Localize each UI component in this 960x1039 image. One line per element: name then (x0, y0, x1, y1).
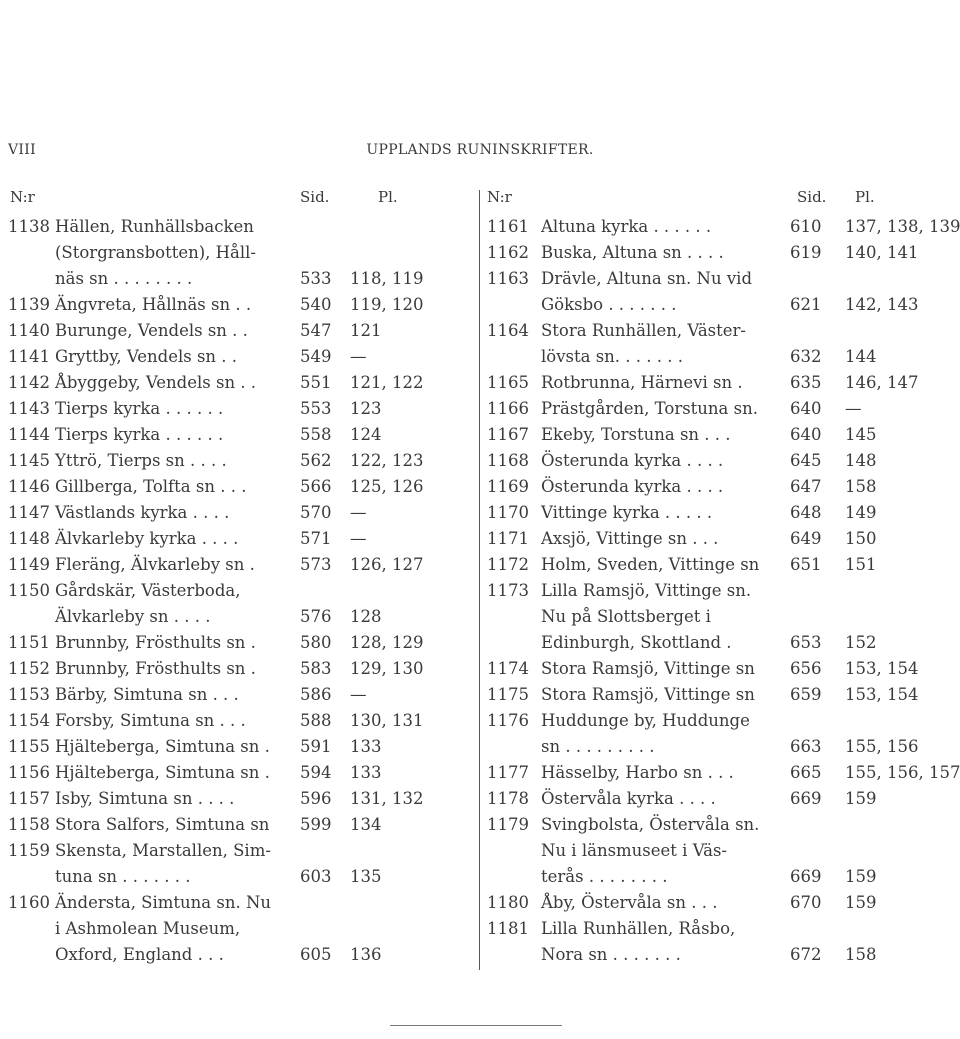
entry-num: 1162 (487, 243, 529, 262)
entry-text: Hjälteberga, Simtuna sn . (55, 737, 270, 756)
entry-sid: 672 (790, 945, 822, 964)
entry-num: 1175 (487, 685, 529, 704)
entry-pl: 155, 156, 157 (845, 763, 960, 782)
entry-pl: 148 (845, 451, 877, 470)
index-entry (8, 916, 468, 942)
index-entry (487, 344, 959, 370)
entry-pl: 152 (845, 633, 877, 652)
entry-sid: 586 (300, 685, 332, 704)
index-entry (487, 266, 959, 292)
entry-text: näs sn . . . . . . . . (55, 269, 193, 288)
index-entry (487, 370, 959, 396)
entry-sid: 566 (300, 477, 332, 496)
index-entry (8, 604, 468, 630)
entry-sid: 640 (790, 425, 822, 444)
entry-pl: 129, 130 (350, 659, 424, 678)
entry-text: Yttrö, Tierps sn . . . . (55, 451, 227, 470)
index-entry (487, 474, 959, 500)
entry-text: Österunda kyrka . . . . (541, 477, 724, 496)
index-entry (8, 474, 468, 500)
index-list-left (8, 214, 468, 968)
entry-pl: 150 (845, 529, 877, 548)
index-entry (8, 422, 468, 448)
entry-sid: 551 (300, 373, 332, 392)
entry-text: lövsta sn. . . . . . . (541, 347, 683, 366)
entry-text: Vittinge kyrka . . . . . (541, 503, 713, 522)
entry-num: 1179 (487, 815, 529, 834)
entry-sid: 640 (790, 399, 822, 418)
entry-text: Tierps kyrka . . . . . . (55, 399, 224, 418)
entry-sid: 635 (790, 373, 822, 392)
running-head (8, 142, 952, 164)
entry-text: Gårdskär, Västerboda, (55, 581, 241, 600)
index-entry (487, 760, 959, 786)
entry-text: Göksbo . . . . . . . (541, 295, 677, 314)
entry-sid: 558 (300, 425, 332, 444)
index-entry (487, 604, 959, 630)
entry-sid: 669 (790, 867, 822, 886)
entry-text: Burunge, Vendels sn . . (55, 321, 248, 340)
entry-pl: 153, 154 (845, 685, 919, 704)
entry-text: Gryttby, Vendels sn . . (55, 347, 238, 366)
index-entry (8, 812, 468, 838)
entry-num: 1152 (8, 659, 50, 678)
column-divider (479, 190, 480, 970)
entry-text: Altuna kyrka . . . . . . (541, 217, 712, 236)
entry-text: Stora Ramsjö, Vittinge sn (541, 685, 755, 704)
entry-sid: 605 (300, 945, 332, 964)
entry-text: Gillberga, Tolfta sn . . . (55, 477, 247, 496)
entry-text: Lilla Ramsjö, Vittinge sn. (541, 581, 752, 600)
entry-num: 1143 (8, 399, 50, 418)
index-entry (8, 838, 468, 864)
entry-pl: 159 (845, 867, 877, 886)
entry-pl: 126, 127 (350, 555, 424, 574)
entry-sid: 669 (790, 789, 822, 808)
header-nr: N:r (487, 188, 512, 206)
entry-text: Ändersta, Simtuna sn. Nu (55, 893, 272, 912)
index-entry (8, 214, 468, 240)
entry-num: 1157 (8, 789, 50, 808)
entry-num: 1171 (487, 529, 529, 548)
entry-sid: 570 (300, 503, 332, 522)
entry-text: Hällen, Runhällsbacken (55, 217, 254, 236)
header-pl: Pl. (378, 188, 398, 206)
header-sid: Sid. (797, 188, 827, 206)
entry-sid: 648 (790, 503, 822, 522)
entry-pl: 134 (350, 815, 382, 834)
index-entry (487, 630, 959, 656)
entry-pl: 137, 138, 139 (845, 217, 960, 236)
header-sid: Sid. (300, 188, 330, 206)
index-entry (8, 656, 468, 682)
entry-text: Edinburgh, Skottland . (541, 633, 732, 652)
page-title: UPPLANDS RUNINSKRIFTER. (366, 142, 594, 158)
entry-text: Östervåla kyrka . . . . (541, 789, 716, 808)
entry-num: 1170 (487, 503, 529, 522)
entry-num: 1148 (8, 529, 50, 548)
entry-pl: 131, 132 (350, 789, 424, 808)
column-header (487, 188, 959, 214)
entry-sid: 533 (300, 269, 332, 288)
index-entry (8, 682, 468, 708)
index-entry (8, 500, 468, 526)
index-entry (8, 370, 468, 396)
index-entry (487, 552, 959, 578)
entry-pl: 142, 143 (845, 295, 919, 314)
entry-sid: 619 (790, 243, 822, 262)
index-entry (8, 942, 468, 968)
entry-sid: 651 (790, 555, 822, 574)
entry-sid: 649 (790, 529, 822, 548)
entry-sid: 610 (790, 217, 822, 236)
index-entry (487, 656, 959, 682)
index-entry (487, 214, 959, 240)
entry-text: Oxford, England . . . (55, 945, 224, 964)
entry-sid: 659 (790, 685, 822, 704)
index-entry (487, 812, 959, 838)
entry-sid: 665 (790, 763, 822, 782)
entry-text: Stora Ramsjö, Vittinge sn (541, 659, 755, 678)
entry-sid: 571 (300, 529, 332, 548)
entry-pl: 158 (845, 945, 877, 964)
index-entry (8, 630, 468, 656)
entry-sid: 670 (790, 893, 822, 912)
entry-num: 1165 (487, 373, 529, 392)
entry-num: 1166 (487, 399, 529, 418)
entry-num: 1164 (487, 321, 529, 340)
index-entry (487, 318, 959, 344)
index-entry (487, 786, 959, 812)
entry-text: Rotbrunna, Härnevi sn . (541, 373, 743, 392)
entry-sid: 576 (300, 607, 332, 626)
index-entry (487, 838, 959, 864)
index-column-left (8, 188, 468, 968)
entry-pl: 155, 156 (845, 737, 919, 756)
entry-pl: — (845, 399, 862, 418)
entry-sid: 540 (300, 295, 332, 314)
entry-pl: 153, 154 (845, 659, 919, 678)
entry-sid: 656 (790, 659, 822, 678)
entry-num: 1149 (8, 555, 50, 574)
index-entry (8, 552, 468, 578)
index-entry (8, 318, 468, 344)
entry-pl: 133 (350, 737, 382, 756)
entry-text: Nu på Slottsberget i (541, 607, 711, 626)
entry-pl: 140, 141 (845, 243, 919, 262)
entry-sid: 663 (790, 737, 822, 756)
index-entry (487, 396, 959, 422)
entry-text: Ekeby, Torstuna sn . . . (541, 425, 731, 444)
index-entry (487, 448, 959, 474)
entry-sid: 647 (790, 477, 822, 496)
entry-text: Tierps kyrka . . . . . . (55, 425, 224, 444)
entry-text: Hjälteberga, Simtuna sn . (55, 763, 270, 782)
index-entry (8, 526, 468, 552)
index-entry (487, 942, 959, 968)
entry-text: Fleräng, Älvkarleby sn . (55, 555, 255, 574)
entry-text: Prästgården, Torstuna sn. (541, 399, 758, 418)
index-entry (487, 864, 959, 890)
index-entry (8, 890, 468, 916)
entry-text: (Storgransbotten), Håll- (55, 243, 257, 262)
entry-sid: 583 (300, 659, 332, 678)
entry-num: 1174 (487, 659, 529, 678)
entry-text: Holm, Sveden, Vittinge sn (541, 555, 760, 574)
entry-pl: 130, 131 (350, 711, 424, 730)
entry-num: 1169 (487, 477, 529, 496)
entry-num: 1155 (8, 737, 50, 756)
entry-num: 1140 (8, 321, 50, 340)
entry-num: 1154 (8, 711, 50, 730)
entry-num: 1141 (8, 347, 50, 366)
entry-pl: 118, 119 (350, 269, 424, 288)
entry-text: sn . . . . . . . . . (541, 737, 655, 756)
entry-pl: 145 (845, 425, 877, 444)
entry-text: Lilla Runhällen, Råsbo, (541, 919, 736, 938)
entry-sid: 621 (790, 295, 822, 314)
index-entry (8, 734, 468, 760)
entry-text: Älvkarleby sn . . . . (55, 607, 211, 626)
entry-num: 1150 (8, 581, 50, 600)
entry-sid: 603 (300, 867, 332, 886)
entry-text: Forsby, Simtuna sn . . . (55, 711, 246, 730)
entry-num: 1142 (8, 373, 50, 392)
entry-num: 1139 (8, 295, 50, 314)
entry-text: Älvkarleby kyrka . . . . (55, 529, 239, 548)
index-column-right (487, 188, 959, 968)
entry-num: 1158 (8, 815, 50, 834)
entry-sid: 549 (300, 347, 332, 366)
entry-sid: 553 (300, 399, 332, 418)
index-entry (487, 682, 959, 708)
entry-num: 1181 (487, 919, 529, 938)
entry-pl: — (350, 347, 367, 366)
entry-text: Brunnby, Frösthults sn . (55, 659, 256, 678)
index-entry (8, 266, 468, 292)
entry-text: Axsjö, Vittinge sn . . . (541, 529, 719, 548)
entry-num: 1161 (487, 217, 529, 236)
entry-text: Åbyggeby, Vendels sn . . (55, 373, 257, 392)
entry-text: terås . . . . . . . . (541, 867, 668, 886)
index-entry (487, 708, 959, 734)
entry-num: 1153 (8, 685, 50, 704)
entry-sid: 547 (300, 321, 332, 340)
index-entry (487, 500, 959, 526)
entry-num: 1138 (8, 217, 50, 236)
entry-pl: 121, 122 (350, 373, 424, 392)
entry-sid: 632 (790, 347, 822, 366)
entry-pl: 151 (845, 555, 877, 574)
entry-num: 1147 (8, 503, 50, 522)
entry-text: tuna sn . . . . . . . (55, 867, 191, 886)
entry-pl: 159 (845, 893, 877, 912)
entry-pl: 123 (350, 399, 382, 418)
entry-sid: 588 (300, 711, 332, 730)
entry-text: Stora Runhällen, Väster- (541, 321, 746, 340)
entry-num: 1172 (487, 555, 529, 574)
entry-text: Nu i länsmuseet i Väs- (541, 841, 727, 860)
entry-text: Skensta, Marstallen, Sim- (55, 841, 271, 860)
entry-text: Västlands kyrka . . . . (55, 503, 230, 522)
index-entry (8, 864, 468, 890)
entry-num: 1167 (487, 425, 529, 444)
entry-text: Österunda kyrka . . . . (541, 451, 724, 470)
entry-pl: 159 (845, 789, 877, 808)
entry-num: 1144 (8, 425, 50, 444)
entry-sid: 591 (300, 737, 332, 756)
entry-pl: 119, 120 (350, 295, 424, 314)
index-entry (487, 526, 959, 552)
entry-sid: 594 (300, 763, 332, 782)
entry-pl: 128, 129 (350, 633, 424, 652)
footer-rule (390, 1025, 562, 1026)
entry-pl: 124 (350, 425, 382, 444)
entry-text: Svingbolsta, Östervåla sn. (541, 815, 760, 834)
entry-pl: 144 (845, 347, 877, 366)
entry-num: 1159 (8, 841, 50, 860)
entry-text: Bärby, Simtuna sn . . . (55, 685, 239, 704)
entry-pl: — (350, 503, 367, 522)
entry-num: 1163 (487, 269, 529, 288)
entry-sid: 596 (300, 789, 332, 808)
entry-sid: 599 (300, 815, 332, 834)
entry-sid: 562 (300, 451, 332, 470)
index-entry (487, 890, 959, 916)
index-entry (8, 344, 468, 370)
entry-num: 1146 (8, 477, 50, 496)
index-entry (487, 292, 959, 318)
entry-num: 1178 (487, 789, 529, 808)
entry-pl: 133 (350, 763, 382, 782)
entry-sid: 653 (790, 633, 822, 652)
entry-num: 1173 (487, 581, 529, 600)
index-entry (487, 734, 959, 760)
index-entry (8, 786, 468, 812)
entry-pl: — (350, 685, 367, 704)
entry-sid: 645 (790, 451, 822, 470)
entry-pl: 125, 126 (350, 477, 424, 496)
entry-num: 1176 (487, 711, 529, 730)
entry-pl: 158 (845, 477, 877, 496)
index-entry (487, 578, 959, 604)
entry-num: 1180 (487, 893, 529, 912)
entry-pl: 121 (350, 321, 382, 340)
entry-pl: 135 (350, 867, 382, 886)
header-pl: Pl. (855, 188, 875, 206)
index-entry (487, 240, 959, 266)
entry-pl: — (350, 529, 367, 548)
entry-pl: 128 (350, 607, 382, 626)
entry-num: 1168 (487, 451, 529, 470)
entry-text: Brunnby, Frösthults sn . (55, 633, 256, 652)
entry-num: 1145 (8, 451, 50, 470)
entry-text: Buska, Altuna sn . . . . (541, 243, 724, 262)
index-list-right (487, 214, 959, 968)
index-entry (8, 708, 468, 734)
page-number: VIII (8, 142, 36, 158)
entry-text: i Ashmolean Museum, (55, 919, 241, 938)
index-entry (487, 422, 959, 448)
header-nr: N:r (10, 188, 35, 206)
entry-pl: 136 (350, 945, 382, 964)
entry-pl: 149 (845, 503, 877, 522)
entry-num: 1177 (487, 763, 529, 782)
index-entry (8, 396, 468, 422)
entry-num: 1160 (8, 893, 50, 912)
index-entry (8, 448, 468, 474)
entry-text: Ängvreta, Hållnäs sn . . (55, 295, 252, 314)
entry-text: Drävle, Altuna sn. Nu vid (541, 269, 753, 288)
column-header (8, 188, 468, 214)
index-entry (8, 240, 468, 266)
entry-pl: 146, 147 (845, 373, 919, 392)
entry-text: Nora sn . . . . . . . (541, 945, 681, 964)
entry-text: Hässelby, Harbo sn . . . (541, 763, 734, 782)
entry-sid: 573 (300, 555, 332, 574)
entry-sid: 580 (300, 633, 332, 652)
entry-text: Isby, Simtuna sn . . . . (55, 789, 235, 808)
entry-text: Stora Salfors, Simtuna sn (55, 815, 270, 834)
index-entry (8, 578, 468, 604)
entry-pl: 122, 123 (350, 451, 424, 470)
index-entry (8, 292, 468, 318)
entry-num: 1151 (8, 633, 50, 652)
entry-num: 1156 (8, 763, 50, 782)
index-entry (487, 916, 959, 942)
entry-text: Åby, Östervåla sn . . . (541, 893, 718, 912)
index-entry (8, 760, 468, 786)
entry-text: Huddunge by, Huddunge (541, 711, 750, 730)
